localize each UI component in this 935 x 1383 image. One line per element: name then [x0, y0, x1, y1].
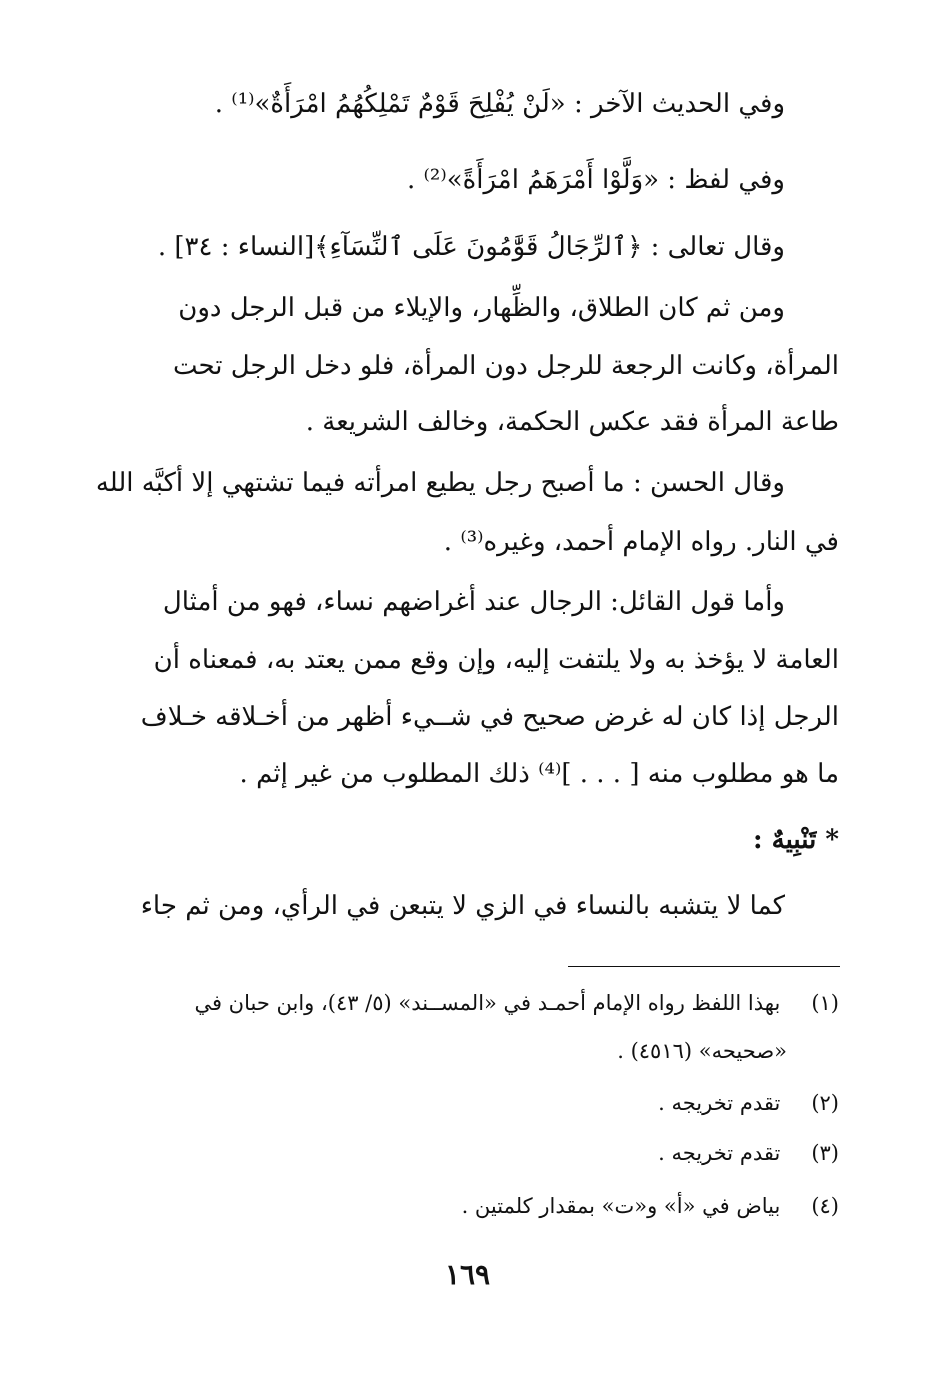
page-number: ١٦٩ [444, 1258, 491, 1291]
footnote-text: بياض في «أ» و«ت» بمقدار كلمتين . [461, 1194, 781, 1218]
body-line: وقال الحسن : ما أصبح رجل يطيع امرأته فيما تشتهي إلا أكبَّه الله [95, 468, 785, 498]
footnote-text: تقدم تخريجه . [658, 1141, 781, 1165]
footnote-text: بهذا اللفظ رواه الإمام أحمـد في «المســند» (٥/ ٤٣)، وابن حبان في [194, 991, 781, 1015]
body-line: الرجل إذا كان له غرض صحيح في شــيء أظهر من أخـلاقه خـلاف [140, 702, 839, 732]
footnote-2 [119, 1088, 839, 1118]
body-line: المرأة، وكانت الرجعة للرجل دون المرأة، فلو دخل الرجل تحت [172, 351, 839, 381]
footnote-number: (٢) [811, 1091, 839, 1115]
body-line: ومن ثم كان الطلاق، والظِّهار، والإيلاء من قبل الرجل دون [178, 293, 785, 323]
footnote-separator [568, 966, 840, 967]
footnote-1-continuation: «صحيحه» (٤٥١٦) . [617, 1039, 787, 1063]
footnote-number: (٤) [811, 1194, 839, 1218]
footnote-3 [119, 1138, 839, 1168]
footnote-number: (٣) [811, 1141, 839, 1165]
footnote-text: تقدم تخريجه . [658, 1091, 781, 1115]
body-line: في النار. رواه الإمام أحمد، وغيره⁽³⁾ . [443, 527, 839, 557]
body-line: كما لا يتشبه بالنساء في الزي لا يتبعن في الرأي، ومن ثم جاء [140, 891, 785, 921]
body-line: ما هو مطلوب منه [ . . . ]⁽⁴⁾ ذلك المطلوب من غير إثم . [239, 759, 839, 789]
body-line: وفي لفظ : «وَلَّوْا أَمْرَهَمُ امْرَأَةً»⁽²⁾ . [406, 165, 785, 195]
body-line: وأما قول القائل: الرجال عند أغراضهم نساء، فهو من أمثال [162, 587, 785, 617]
body-line: طاعة المرأة فقد عكس الحكمة، وخالف الشريعة . [305, 407, 839, 437]
footnote-4 [119, 1191, 839, 1221]
section-heading: * تَنْبِيهٌ : [752, 825, 839, 855]
body-line: العامة لا يؤخذ به ولا يلتفت إليه، وإن وقع ممن يعتد به، فمعناه أن [153, 645, 839, 675]
footnote-1 [119, 988, 839, 1018]
quran-verse-line: وقال تعالى : ﴿ٱلرِّجَالُ قَوَّٰمُونَ عَلَى ٱلنِّسَآءِ﴾[النساء : ٣٤] . [157, 232, 785, 262]
body-line: وفي الحديث الآخر : «لَنْ يُفْلِحَ قَوْمٌ تَمْلِكُهُمُ امْرَأَةٌ»⁽¹⁾ . [214, 89, 785, 119]
footnote-number: (١) [811, 991, 839, 1015]
